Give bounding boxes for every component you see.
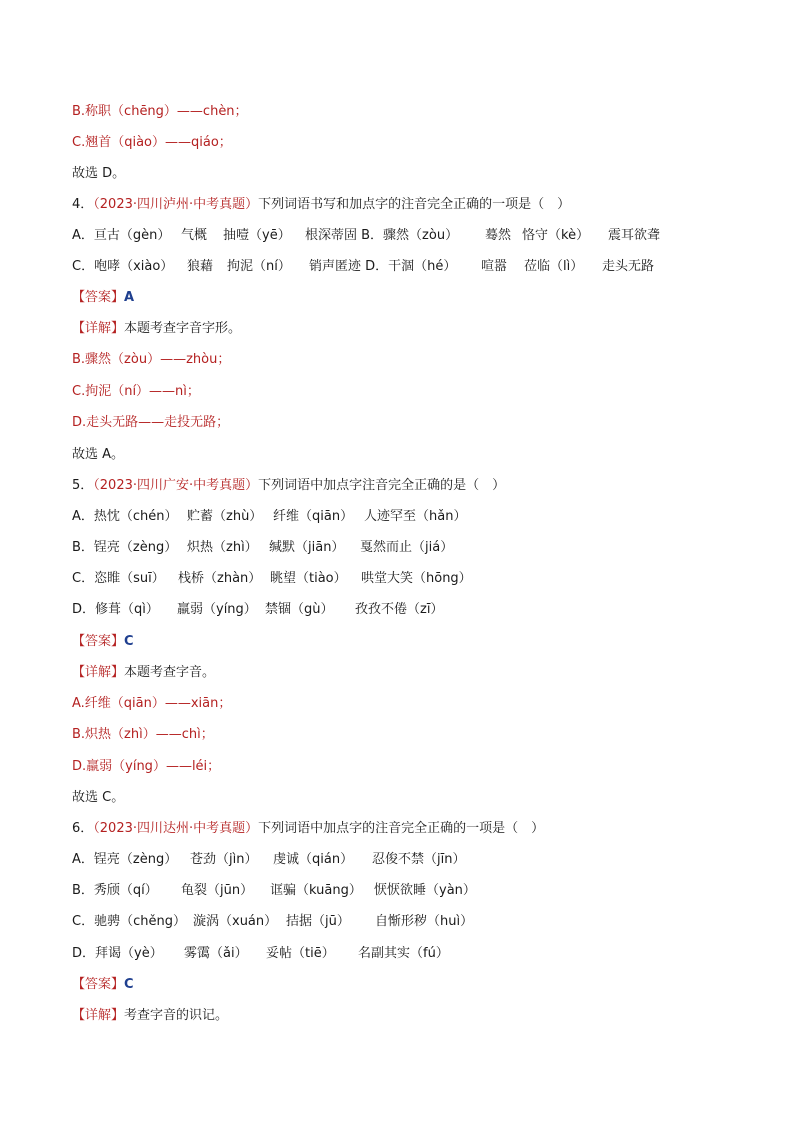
q4-opt-item: 狼藉 [187, 259, 214, 274]
q5-stem-line [72, 476, 505, 496]
q4-detail-label: 【详解】 [72, 321, 125, 336]
q5-opt-item: 禁锢（gù） [265, 602, 334, 617]
q4-fix-d: D.走头无路——走投无路； [72, 415, 230, 430]
q5-option-b [72, 538, 453, 558]
q4-answer [72, 288, 134, 308]
q5-fix-d: D.羸弱（yíng）——léi； [72, 759, 221, 774]
q4-opt-item: 走头无路 [602, 259, 655, 274]
q6-opt-item: B．秀颀（qí） [72, 883, 158, 898]
q6-opt-item: 拮据（jū） [286, 914, 350, 929]
q6-opt-item: 妥帖（tiē） [266, 946, 335, 961]
q5-opt-item: 哄堂大笑（hōng） [361, 571, 472, 586]
q6-number: 6． [72, 821, 94, 836]
q4-detail-text: 本题考查字音字形。 [124, 321, 242, 336]
q5-source: （2023·四川广安·中考真题） [93, 478, 259, 493]
q5-opt-item: 羸弱（yíng） [177, 602, 257, 617]
q5-option-d [72, 600, 443, 620]
q4-stem: 下列词语书写和加点字的注音完全正确的一项是（ ） [258, 197, 571, 212]
q6-option-b [72, 881, 476, 901]
q6-source: （2023·四川达州·中考真题） [93, 821, 259, 836]
q5-detail [72, 663, 215, 683]
q5-detail-label: 【详解】 [72, 665, 125, 680]
q5-opt-item: 栈桥（zhàn） [178, 571, 262, 586]
q4-answer-label: 【答案】 [72, 290, 125, 305]
q5-option-c [72, 569, 472, 589]
q5-opt-item: 缄默（jiān） [269, 540, 345, 555]
q6-opt-item: 恹恹欲睡（yàn） [374, 883, 476, 898]
q6-opt-item: 漩涡（xuán） [193, 914, 278, 929]
q5-answer [72, 632, 134, 652]
q4-opt-item: C．咆哮（xiào） [72, 259, 174, 274]
q4-opt-item: 拘泥（ní） [227, 259, 291, 274]
prev-fix-b: B.称职（chēng）——chèn； [72, 104, 248, 119]
q4-opt-item: A．亘古（gèn） [72, 228, 171, 243]
q6-option-c [72, 912, 473, 932]
q5-stem: 下列词语中加点字注音完全正确的是（ ） [258, 478, 506, 493]
q4-options-cd [72, 257, 654, 277]
q6-answer [72, 975, 134, 995]
q5-opt-item: 戛然而止（jiá） [360, 540, 454, 555]
q6-option-a [72, 850, 465, 870]
q5-opt-item: A．热忱（chén） [72, 509, 178, 524]
q4-answer-value: A [124, 290, 135, 305]
q6-opt-item: 虔诚（qián） [273, 852, 354, 867]
q6-detail-label: 【详解】 [72, 1008, 125, 1023]
prev-choose: 故选 D。 [72, 166, 126, 181]
q4-source: （2023·四川泸州·中考真题） [93, 197, 259, 212]
q6-stem-line [72, 819, 544, 839]
q4-opt-item: 喧嚣 [481, 259, 508, 274]
q5-choose: 故选 C。 [72, 790, 125, 805]
q6-answer-label: 【答案】 [72, 977, 125, 992]
q5-opt-item: B．锃亮（zèng） [72, 540, 178, 555]
q5-opt-item: 人迹罕至（hǎn） [364, 509, 467, 524]
q4-stem-line [72, 195, 570, 215]
q4-opt-item: 气概 [181, 228, 208, 243]
q4-opt-item: 根深蒂固 B．骤然（zòu） [305, 228, 459, 243]
q5-opt-item: 炽热（zhì） [187, 540, 258, 555]
q5-option-a [72, 507, 466, 527]
q4-number: 4． [72, 197, 94, 212]
q6-stem: 下列词语中加点字的注音完全正确的一项是（ ） [258, 821, 545, 836]
q4-opt-item: 恪守（kè） [522, 228, 590, 243]
q5-fix-a: A.纤维（qiān）——xiān； [72, 696, 232, 711]
q4-fix-c: C.拘泥（ní）——nì； [72, 384, 200, 399]
q5-detail-text: 本题考查字音。 [124, 665, 216, 680]
q5-number: 5． [72, 478, 94, 493]
q5-opt-item: 纤维（qiān） [273, 509, 354, 524]
q6-opt-item: 诓骗（kuāng） [270, 883, 362, 898]
prev-fix-c: C.翘首（qiào）——qiáo； [72, 135, 232, 150]
q5-opt-item: 眺望（tiào） [270, 571, 347, 586]
q5-opt-item: 孜孜不倦（zī） [355, 602, 444, 617]
q6-option-d [72, 944, 449, 964]
q6-detail-text: 考查字音的识记。 [124, 1008, 229, 1023]
q4-opt-item: 莅临（lì） [524, 259, 584, 274]
q5-opt-item: D．修葺（qì） [72, 602, 159, 617]
q6-answer-value: C [124, 977, 134, 992]
q4-fix-b: B.骤然（zòu）——zhòu； [72, 352, 231, 367]
q6-opt-item: D．拜谒（yè） [72, 946, 163, 961]
q5-fix-b: B.炽热（zhì）——chì； [72, 727, 214, 742]
q5-answer-label: 【答案】 [72, 634, 125, 649]
q6-opt-item: 苍劲（jìn） [190, 852, 258, 867]
q4-opt-item: 蓦然 [485, 228, 512, 243]
q6-opt-item: 名副其实（fú） [358, 946, 449, 961]
q4-opt-item: 抽噎（yē） [223, 228, 291, 243]
q4-opt-item: 销声匿迹 D．干涸（hé） [309, 259, 457, 274]
q4-choose: 故选 A。 [72, 447, 125, 462]
q4-options-ab [72, 226, 660, 246]
q4-detail [72, 319, 241, 339]
q6-opt-item: C．驰骋（chěng） [72, 914, 186, 929]
q5-opt-item: 贮蓄（zhù） [187, 509, 263, 524]
q6-detail [72, 1006, 228, 1026]
q6-opt-item: A．锃亮（zèng） [72, 852, 178, 867]
q5-opt-item: C．恣睢（suī） [72, 571, 165, 586]
q6-opt-item: 忍俊不禁（jīn） [372, 852, 466, 867]
q6-opt-item: 雾霭（ǎi） [184, 946, 248, 961]
q5-answer-value: C [124, 634, 134, 649]
q6-opt-item: 自惭形秽（huì） [375, 914, 474, 929]
q4-opt-item: 震耳欲聋 [608, 228, 661, 243]
q6-opt-item: 龟裂（jūn） [181, 883, 254, 898]
